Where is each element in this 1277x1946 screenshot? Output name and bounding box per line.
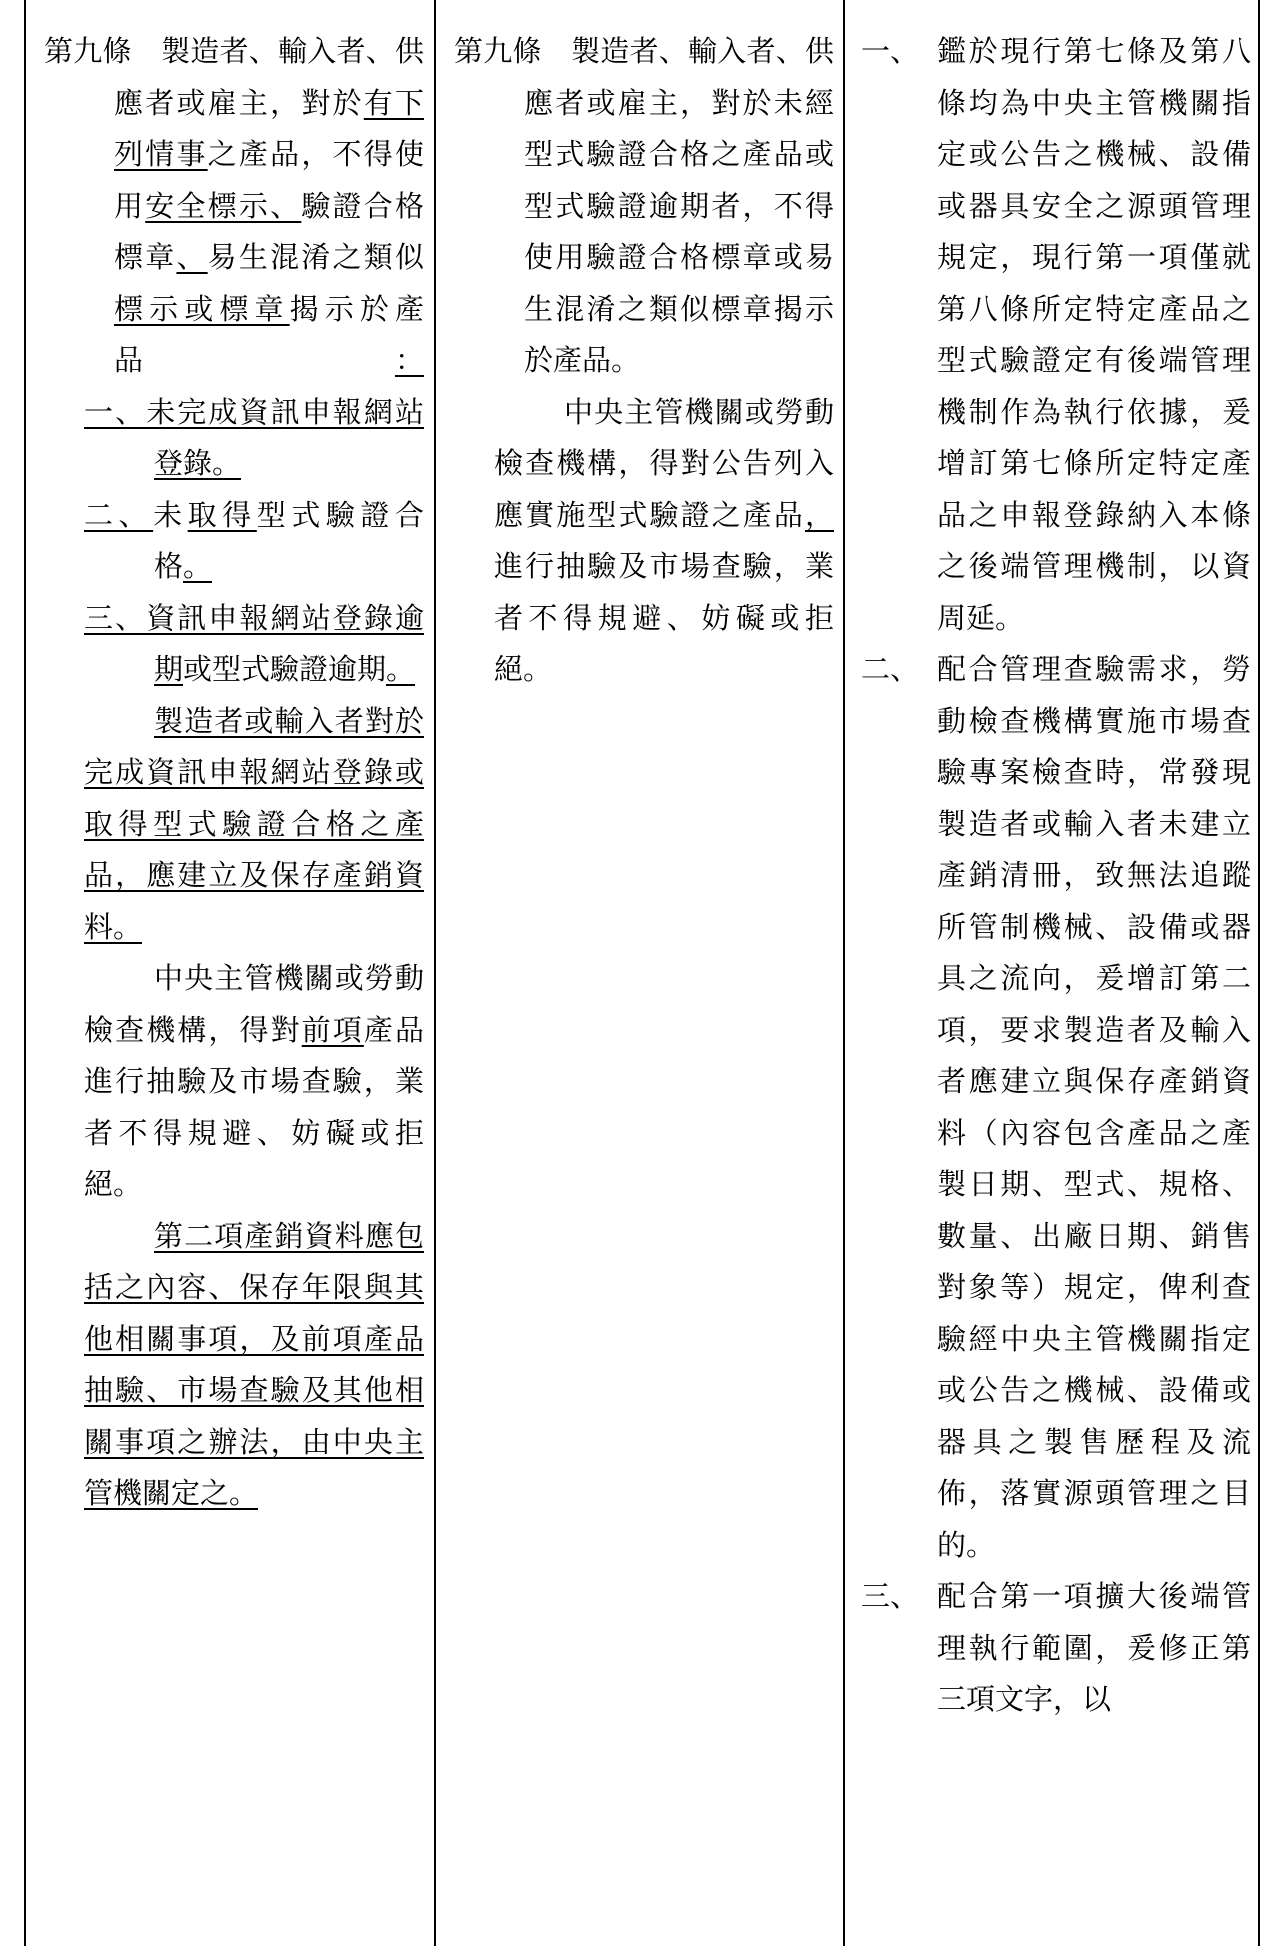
explanation-number: 二、 bbox=[861, 652, 920, 686]
column-divider-1 bbox=[434, 0, 436, 1946]
amended-item-2: 二、未取得型式驗證合格。 bbox=[84, 497, 424, 583]
explanation-text: 配合管理查驗需求，勞動檢查機構實施市場查驗專案檢查時，常發現製造者或輸入者未建立產銷清冊，致無法追蹤所管制機械、設備或器具之流向，爰增訂第二項，要求製造者及輸入者應建立與保存產銷資料（內容包含產品之產製日期、型式、規格、數量、出廠日期、銷售對象等）規定，俾利查驗經中央主管機關指定或公告之機械、設備或器具之製售歷程及流佈，落實源頭管理之目的。 bbox=[937, 652, 1251, 1562]
column-divider-2 bbox=[843, 0, 845, 1946]
amended-item-1: 一、未完成資訊申報網站登錄。 bbox=[84, 394, 424, 480]
amended-paragraph-3: 中央主管機關或勞動檢查機構，得對前項產品進行抽驗及市場查驗，業者不得規避、妨礙或拒絕。 bbox=[84, 961, 424, 1201]
explanation-text: 鑑於現行第七條及第八條均為中央主管機關指定或公告之機械、設備或器具安全之源頭管理規定，現行第一項僅就第八條所定特定產品之型式驗證定有後端管理機制作為執行依據，爰增訂第七條所定特定產品之申報登錄納入本條之後端管理機制，以資周延。 bbox=[937, 34, 1251, 635]
current-paragraph-1: 第九條 製造者、輸入者、供應者或雇主，對於未經型式驗證合格之產品或型式驗證逾期者，不得使用驗證合格標章或易生混淆之類似標章揭示於產品。 bbox=[454, 34, 834, 377]
current-paragraph-2: 中央主管機關或勞動檢查機構，得對公告列入應實施型式驗證之產品，進行抽驗及市場查驗，業者不得規避、妨礙或拒絕。 bbox=[494, 394, 834, 686]
current-article-column bbox=[454, 26, 834, 696]
explanation-number: 三、 bbox=[861, 1579, 920, 1613]
amended-paragraph-2: 製造者或輸入者對於完成資訊申報網站登錄或取得型式驗證合格之產品，應建立及保存產銷資料。 bbox=[84, 703, 424, 944]
amended-item-3: 三、資訊申報網站登錄逾期或型式驗證逾期。 bbox=[84, 600, 424, 686]
comparison-table bbox=[24, 0, 1260, 1946]
amended-article-column bbox=[44, 26, 424, 1520]
amended-paragraph-1: 第九條 製造者、輸入者、供應者或雇主，對於有下列情事之產品，不得使用安全標示、驗證合格標章、易生混淆之類似標示或標章揭示於產品： bbox=[44, 34, 424, 377]
explanation-item-1 bbox=[861, 26, 1251, 644]
explanation-number: 一、 bbox=[861, 34, 920, 68]
explanation-item-3 bbox=[861, 1571, 1251, 1726]
explanation-column bbox=[861, 26, 1251, 1726]
explanation-item-2 bbox=[861, 644, 1251, 1571]
amended-paragraph-4: 第二項產銷資料應包括之內容、保存年限與其他相關事項，及前項產品抽驗、市場查驗及其他相關事項之辦法，由中央主管機關定之。 bbox=[84, 1218, 424, 1510]
explanation-text: 配合第一項擴大後端管理執行範圍，爰修正第三項文字，以 bbox=[937, 1579, 1251, 1716]
